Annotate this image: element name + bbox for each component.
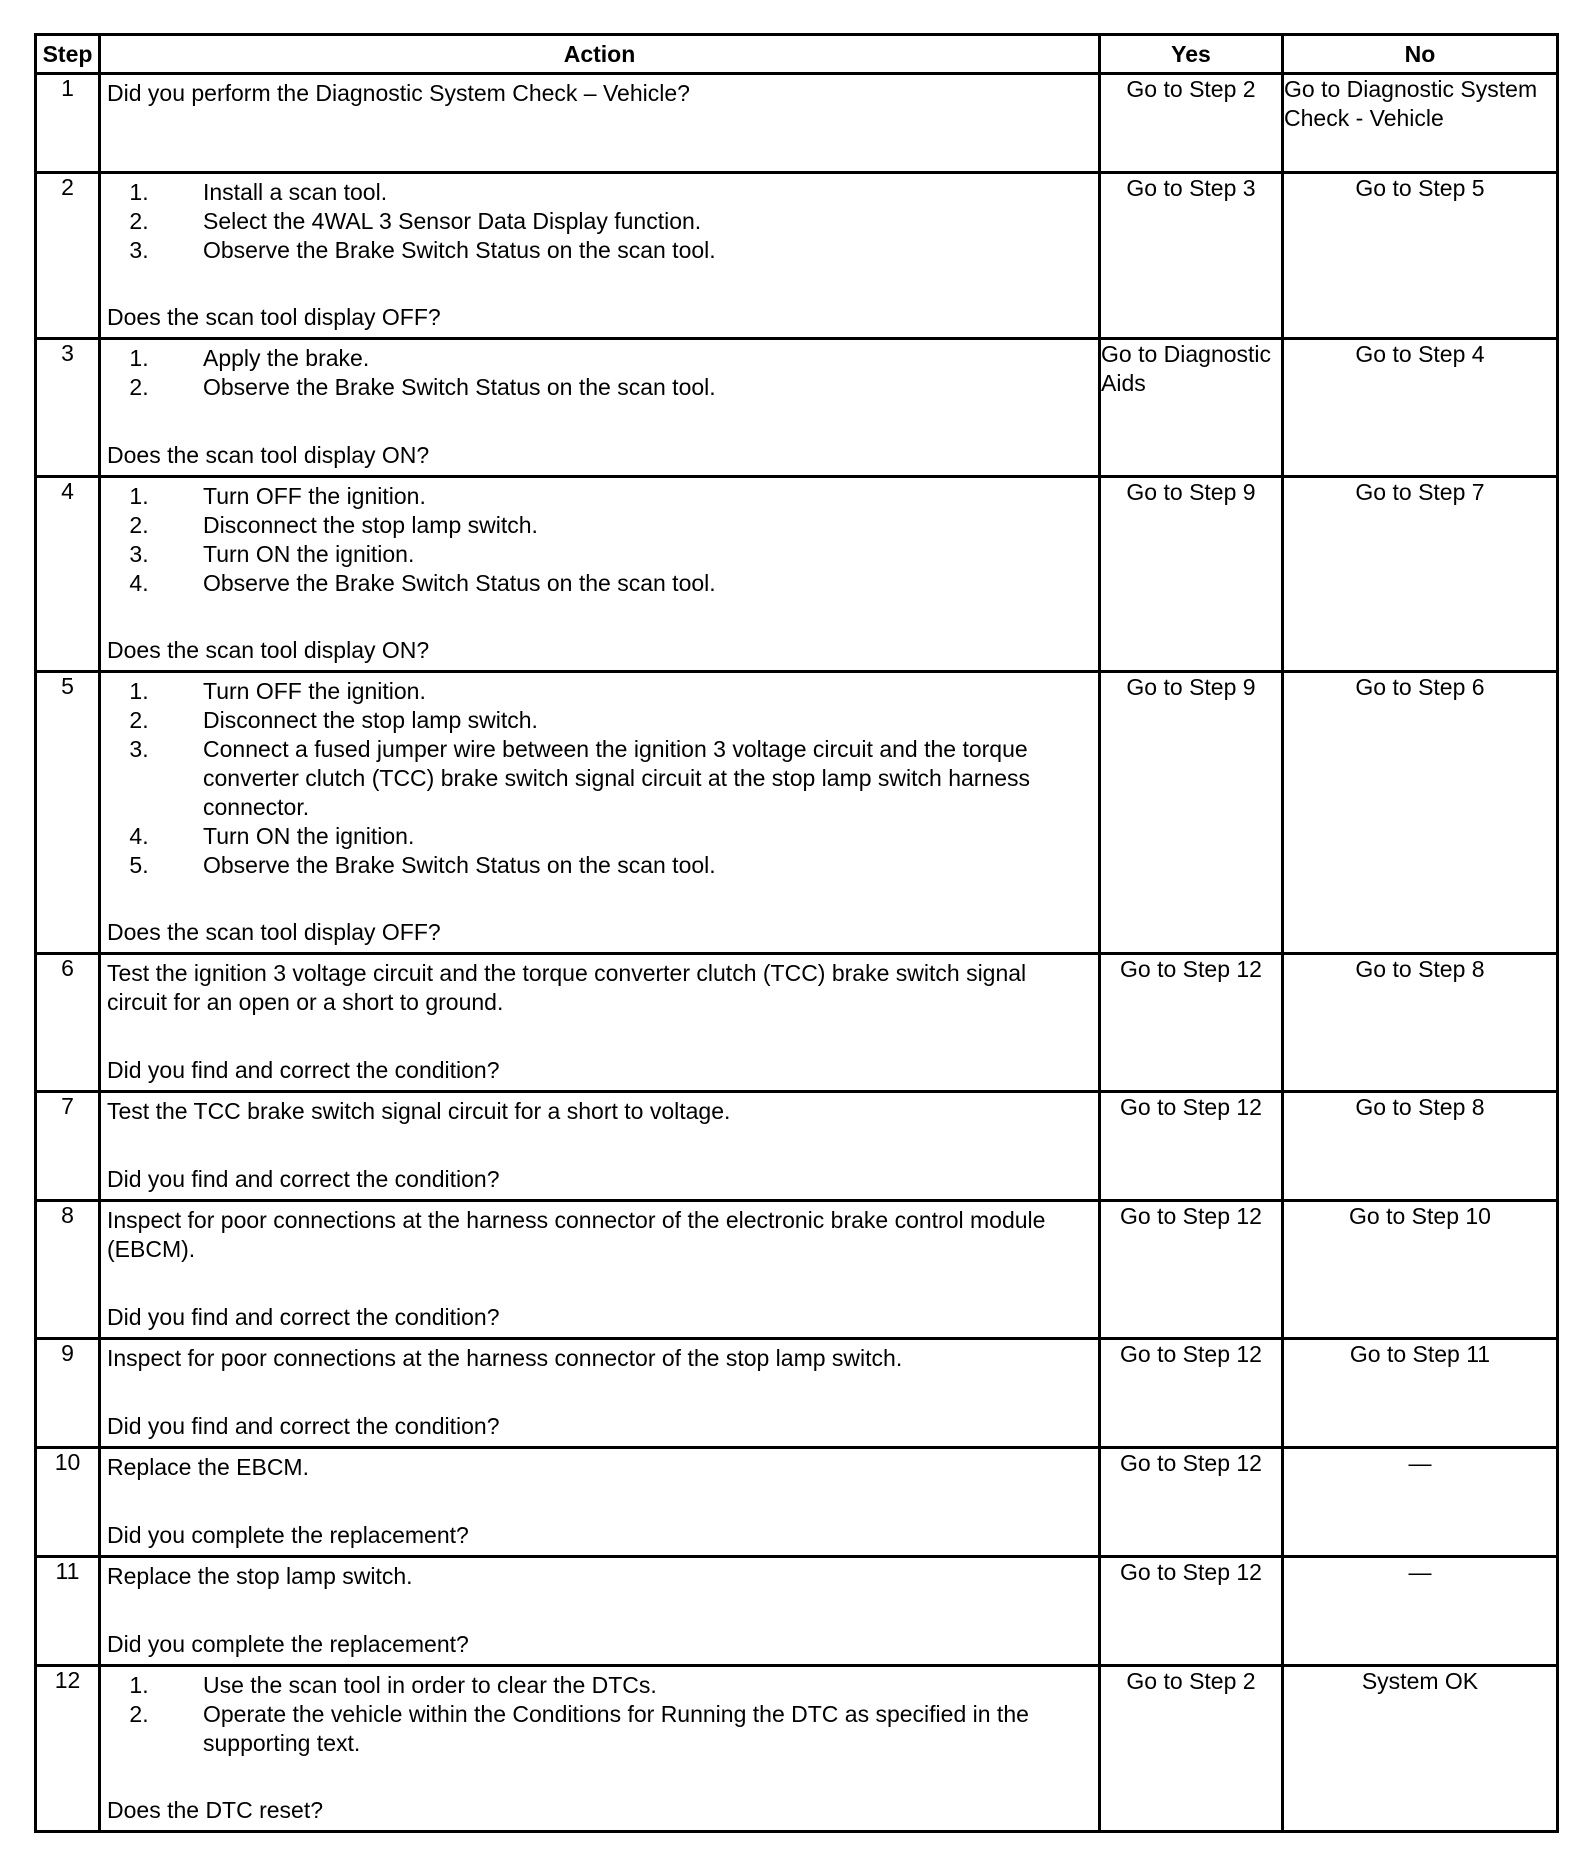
no-result[interactable]: Go to Step 10: [1283, 1201, 1558, 1339]
action-text: Inspect for poor connections at the harness connector of the electronic brake control module (EBCM).: [107, 1207, 1046, 1262]
step-row-10: [36, 1448, 1558, 1557]
action-text: Test the TCC brake switch signal circuit for a short to voltage.: [107, 1098, 731, 1124]
step-row-2: [36, 173, 1558, 339]
yes-result[interactable]: Go to Step 12: [1100, 954, 1283, 1092]
action-text: Replace the stop lamp switch.: [107, 1563, 413, 1589]
action-question: Does the scan tool display ON?: [107, 442, 430, 468]
action-question: Does the scan tool display OFF?: [107, 304, 441, 330]
action-cell: [100, 339, 1100, 477]
no-result[interactable]: Go to Step 5: [1283, 173, 1558, 339]
yes-result[interactable]: Go to Step 12: [1100, 1448, 1283, 1557]
action-cell: [100, 954, 1100, 1092]
no-result[interactable]: Go to Step 8: [1283, 954, 1558, 1092]
action-question: Does the DTC reset?: [107, 1797, 324, 1823]
step-number: 3: [36, 339, 100, 477]
step-number: 10: [36, 1448, 100, 1557]
no-result[interactable]: Go to Diagnostic System Check - Vehicle: [1283, 74, 1558, 173]
step-number: 1: [36, 74, 100, 173]
action-step-item: 1. Install a scan tool.: [155, 178, 1092, 207]
action-step-item: 1. Turn OFF the ignition.: [155, 482, 1092, 511]
action-cell: [100, 1092, 1100, 1201]
action-step-item: 3. Observe the Brake Switch Status on the scan tool.: [155, 236, 1092, 265]
yes-result[interactable]: Go to Step 9: [1100, 672, 1283, 954]
action-steps: [107, 344, 1092, 402]
yes-result[interactable]: Go to Step 12: [1100, 1339, 1283, 1448]
action-steps: [107, 482, 1092, 598]
step-number: 8: [36, 1201, 100, 1339]
diagnostic-page: [34, 33, 1559, 1833]
action-cell: [100, 1448, 1100, 1557]
step-row-4: [36, 477, 1558, 672]
yes-result[interactable]: Go to Step 12: [1100, 1201, 1283, 1339]
action-question: Did you find and correct the condition?: [107, 1057, 500, 1083]
step-row-1: [36, 74, 1558, 173]
step-row-6: [36, 954, 1558, 1092]
action-step-item: 4. Observe the Brake Switch Status on the scan tool.: [155, 569, 1092, 598]
action-question: Did you complete the replacement?: [107, 1522, 469, 1548]
diagnostic-table: [34, 33, 1559, 1833]
action-step-item: 4. Turn ON the ignition.: [155, 822, 1092, 851]
action-question: Did you complete the replacement?: [107, 1631, 469, 1657]
step-row-12: [36, 1666, 1558, 1832]
step-number: 11: [36, 1557, 100, 1666]
action-step-item: 2. Disconnect the stop lamp switch.: [155, 706, 1092, 735]
yes-result[interactable]: Go to Step 12: [1100, 1092, 1283, 1201]
step-number: 2: [36, 173, 100, 339]
action-step-item: 3. Connect a fused jumper wire between the ignition 3 voltage circuit and the torque converter clutch (TCC) brake switch signal circuit at the stop lamp switch harness connector.: [155, 735, 1092, 822]
no-result: —: [1283, 1557, 1558, 1666]
action-step-item: 5. Observe the Brake Switch Status on the scan tool.: [155, 851, 1092, 880]
action-cell: [100, 173, 1100, 339]
step-row-9: [36, 1339, 1558, 1448]
no-result: System OK: [1283, 1666, 1558, 1832]
action-steps: [107, 1671, 1092, 1758]
no-result[interactable]: Go to Step 8: [1283, 1092, 1558, 1201]
step-number: 5: [36, 672, 100, 954]
action-cell: [100, 1557, 1100, 1666]
no-result[interactable]: Go to Step 4: [1283, 339, 1558, 477]
action-question: Did you find and correct the condition?: [107, 1413, 500, 1439]
yes-result[interactable]: Go to Diagnostic Aids: [1100, 339, 1283, 477]
header-row: [36, 35, 1558, 74]
header-no: No: [1283, 35, 1558, 74]
action-steps: [107, 178, 1092, 265]
action-step-item: 1. Turn OFF the ignition.: [155, 677, 1092, 706]
header-yes: Yes: [1100, 35, 1283, 74]
action-step-item: 2. Select the 4WAL 3 Sensor Data Display function.: [155, 207, 1092, 236]
action-text: Test the ignition 3 voltage circuit and the torque converter clutch (TCC) brake switch signal circuit for an open or a short to ground.: [107, 960, 1027, 1015]
yes-result[interactable]: Go to Step 12: [1100, 1557, 1283, 1666]
action-step-item: 2. Operate the vehicle within the Conditions for Running the DTC as specified in the supporting text.: [155, 1700, 1092, 1758]
action-step-item: 1. Apply the brake.: [155, 344, 1092, 373]
yes-result[interactable]: Go to Step 3: [1100, 173, 1283, 339]
no-result: —: [1283, 1448, 1558, 1557]
action-cell: [100, 1666, 1100, 1832]
action-step-item: 1. Use the scan tool in order to clear the DTCs.: [155, 1671, 1092, 1700]
step-row-5: [36, 672, 1558, 954]
action-cell: [100, 1339, 1100, 1448]
action-question: Did you find and correct the condition?: [107, 1166, 500, 1192]
header-step: Step: [36, 35, 100, 74]
step-number: 7: [36, 1092, 100, 1201]
step-number: 12: [36, 1666, 100, 1832]
header-action: Action: [100, 35, 1100, 74]
step-number: 6: [36, 954, 100, 1092]
yes-result[interactable]: Go to Step 2: [1100, 74, 1283, 173]
action-text: Did you perform the Diagnostic System Check – Vehicle?: [107, 80, 690, 106]
no-result[interactable]: Go to Step 11: [1283, 1339, 1558, 1448]
action-step-item: 3. Turn ON the ignition.: [155, 540, 1092, 569]
action-step-item: 2. Observe the Brake Switch Status on the scan tool.: [155, 373, 1092, 402]
step-row-3: [36, 339, 1558, 477]
step-number: 9: [36, 1339, 100, 1448]
action-steps: [107, 677, 1092, 880]
yes-result[interactable]: Go to Step 9: [1100, 477, 1283, 672]
step-row-11: [36, 1557, 1558, 1666]
action-text: Replace the EBCM.: [107, 1454, 309, 1480]
action-cell: [100, 1201, 1100, 1339]
no-result[interactable]: Go to Step 6: [1283, 672, 1558, 954]
action-cell: [100, 74, 1100, 173]
no-result[interactable]: Go to Step 7: [1283, 477, 1558, 672]
step-row-8: [36, 1201, 1558, 1339]
action-cell: [100, 477, 1100, 672]
yes-result[interactable]: Go to Step 2: [1100, 1666, 1283, 1832]
step-row-7: [36, 1092, 1558, 1201]
action-question: Did you find and correct the condition?: [107, 1304, 500, 1330]
action-text: Inspect for poor connections at the harness connector of the stop lamp switch.: [107, 1345, 903, 1371]
action-cell: [100, 672, 1100, 954]
action-question: Does the scan tool display ON?: [107, 637, 430, 663]
action-question: Does the scan tool display OFF?: [107, 919, 441, 945]
action-step-item: 2. Disconnect the stop lamp switch.: [155, 511, 1092, 540]
step-number: 4: [36, 477, 100, 672]
